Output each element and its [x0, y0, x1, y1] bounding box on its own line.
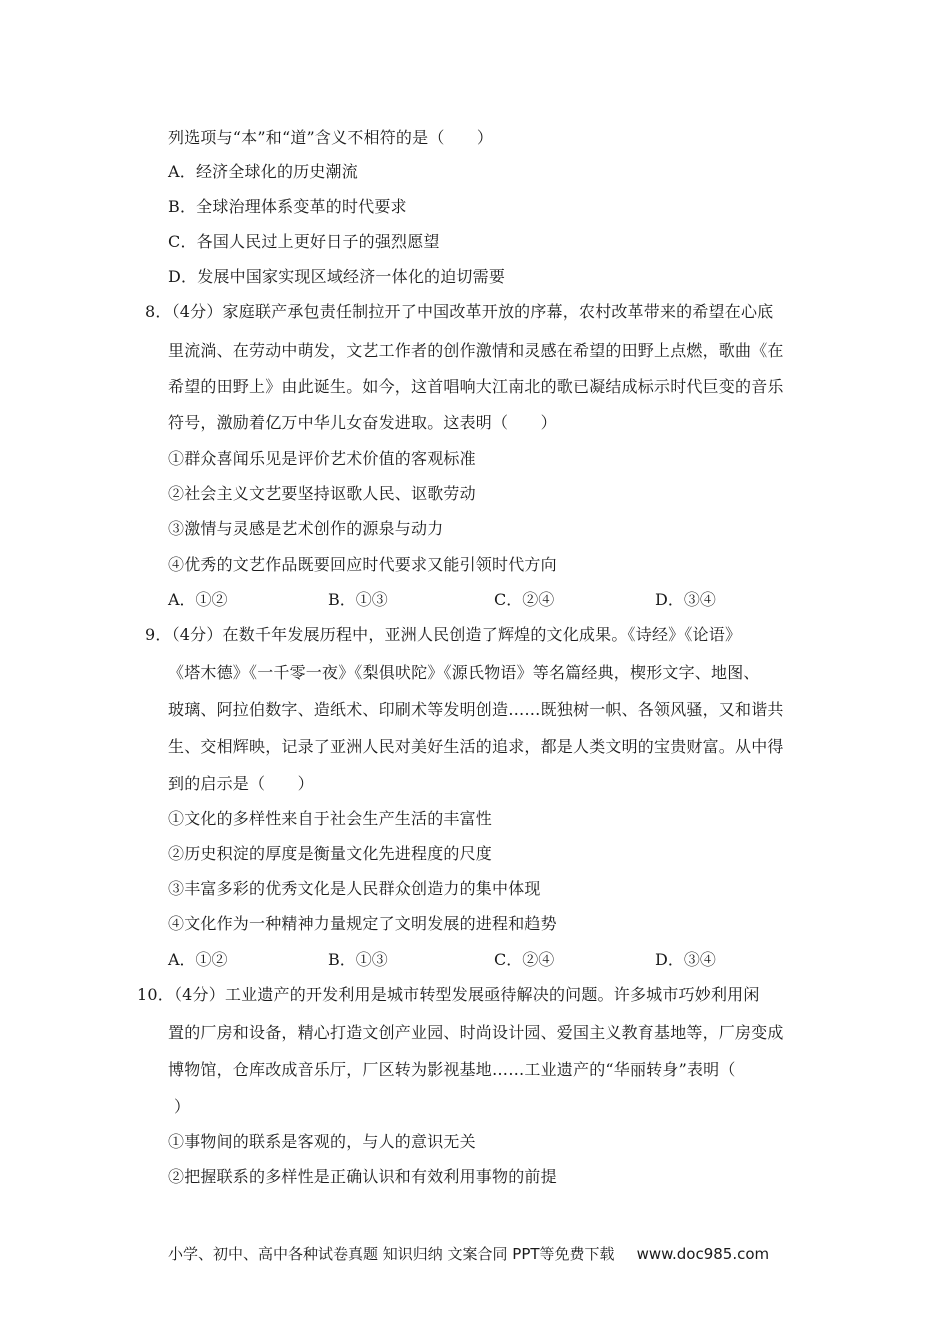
q9-statement-4: ④文化作为一种精神力量规定了文明发展的进程和趋势 [168, 914, 557, 933]
q9-choice-b: B．①③ [328, 950, 388, 969]
footer-url[interactable]: www.doc985.com [636, 1245, 770, 1263]
q8-statement-3: ③激情与灵感是艺术创作的源泉与动力 [168, 519, 444, 538]
q8-choice-a: A．①② [168, 590, 228, 609]
q10-statement-2: ②把握联系的多样性是正确认识和有效利用事物的前提 [168, 1167, 557, 1186]
footer-text: 小学、初中、高中各种试卷真题 知识归纳 文案合同 PPT等免费下载 [168, 1245, 615, 1263]
q8-statement-4: ④优秀的文艺作品既要回应时代要求又能引领时代方向 [168, 555, 557, 574]
q8-choice-c: C．②④ [494, 590, 555, 609]
q9-stem-line: 玻璃、阿拉伯数字、造纸术、印刷术等发明创造……既独树一帜、各领风骚，又和谐共 [168, 700, 784, 719]
q8-choice-d: D．③④ [655, 590, 716, 609]
q9-statement-1: ①文化的多样性来自于社会生产生活的丰富性 [168, 809, 493, 828]
q8-stem-line: 里流淌、在劳动中萌发，文艺工作者的创作激情和灵感在希望的田野上点燃，歌曲《在 [168, 341, 784, 360]
q7-stem-tail: 列选项与“本”和“道”含义不相符的是（ ） [168, 128, 494, 147]
q8-choice-b: B．①③ [328, 590, 388, 609]
q10-stem-line: ） [174, 1097, 191, 1116]
page-footer [168, 1244, 769, 1264]
q8-statement-2: ②社会主义文艺要坚持讴歌人民、讴歌劳动 [168, 484, 476, 503]
q9-stem-line: 生、交相辉映，记录了亚洲人民对美好生活的追求，都是人类文明的宝贵财富。从中得 [168, 737, 784, 756]
q7-option-d: D．发展中国家实现区域经济一体化的迫切需要 [168, 267, 506, 286]
q9-statement-3: ③丰富多彩的优秀文化是人民群众创造力的集中体现 [168, 879, 541, 898]
q9-choice-c: C．②④ [494, 950, 555, 969]
q9-choice-a: A．①② [168, 950, 228, 969]
q9-choice-d: D．③④ [655, 950, 716, 969]
q9-statement-2: ②历史积淀的厚度是衡量文化先进程度的尺度 [168, 844, 493, 863]
q10-stem-line: 博物馆，仓库改成音乐厅，厂区转为影视基地……工业遗产的“华丽转身”表明（ [168, 1060, 736, 1079]
q8-stem-line: 符号，激励着亿万中华儿女奋发进取。这表明（ ） [168, 413, 557, 432]
q9-stem-line: 到的启示是（ ） [168, 774, 314, 793]
q9-stem-line: 《塔木德》《一千零一夜》《梨俱吠陀》《源氏物语》等名篇经典，楔形文字、地图、 [168, 663, 760, 682]
q7-option-a: A．经济全球化的历史潮流 [168, 162, 358, 181]
q9-stem-line: 9．（4分）在数千年发展历程中，亚洲人民创造了辉煌的文化成果。《诗经》《论语》 [145, 625, 742, 644]
q8-stem-line: 希望的田野上》由此诞生。如今，这首唱响大江南北的歌已凝结成标示时代巨变的音乐 [168, 377, 784, 396]
q10-stem-line: 10．（4分）工业遗产的开发利用是城市转型发展亟待解决的问题。许多城市巧妙利用闲 [137, 985, 760, 1004]
q10-stem-line: 置的厂房和设备，精心打造文创产业园、时尚设计园、爱国主义教育基地等，厂房变成 [168, 1023, 784, 1042]
q8-stem-line: 8．（4分）家庭联产承包责任制拉开了中国改革开放的序幕，农村改革带来的希望在心底 [145, 302, 774, 321]
q8-statement-1: ①群众喜闻乐见是评价艺术价值的客观标准 [168, 449, 476, 468]
q10-statement-1: ①事物间的联系是客观的，与人的意识无关 [168, 1132, 476, 1151]
q7-option-c: C．各国人民过上更好日子的强烈愿望 [168, 232, 440, 251]
q7-option-b: B．全球治理体系变革的时代要求 [168, 197, 407, 216]
